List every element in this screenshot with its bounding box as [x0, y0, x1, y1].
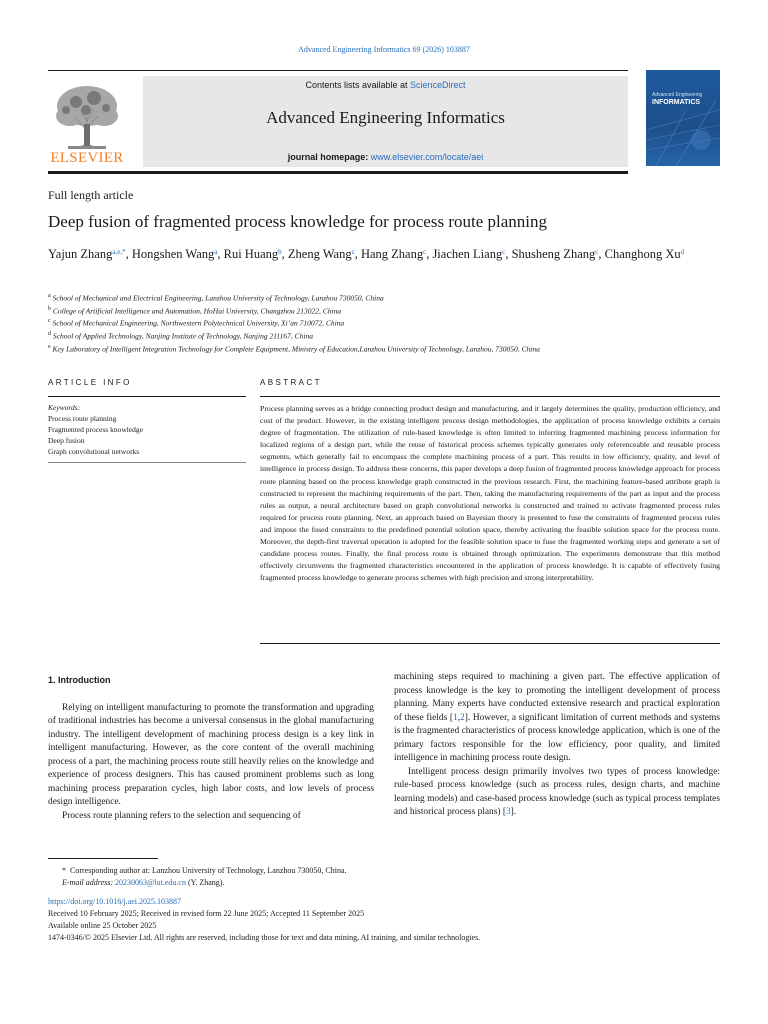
author-name[interactable]: Changhong Xu	[604, 247, 681, 261]
citation-link[interactable]: 3	[505, 807, 511, 818]
affiliation-item	[48, 304, 728, 317]
author-affiliation-marker[interactable]: a,e,*	[112, 248, 126, 256]
author-separator: ,	[281, 247, 288, 261]
author-separator: ,	[125, 247, 132, 261]
author-name[interactable]: Shusheng Zhang	[511, 247, 596, 261]
keywords-rule-bottom	[48, 462, 246, 463]
author-separator: ,	[354, 247, 361, 261]
affiliation-marker: d	[48, 331, 51, 338]
body-column-right	[394, 671, 720, 820]
affiliation-text: School of Mechanical Engineering, Northwestern Polytechnical University, Xi’an 710072, China	[52, 318, 345, 328]
email-link[interactable]: 20230063@lut.edu.cn	[115, 878, 186, 888]
affiliation-marker: a	[48, 293, 51, 299]
keyword-item: Deep fusion	[48, 436, 85, 445]
article-title: Deep fusion of fragmented process knowledge for process route planning	[48, 212, 547, 231]
contents-prefix: Contents lists available at	[305, 80, 411, 90]
doi-link[interactable]: https://doi.org/10.1016/j.aei.2025.103887	[48, 896, 181, 906]
article-info-rule	[48, 396, 246, 397]
body-column-left	[48, 674, 374, 823]
banner-bottom-rule	[48, 171, 628, 174]
corresponding-author-text: Corresponding author at: Lanzhou University of Technology, Lanzhou 730050, China.	[70, 866, 347, 875]
affiliation-marker: b	[48, 305, 51, 312]
elsevier-wordmark: ELSEVIER	[50, 150, 124, 166]
affiliation-item	[48, 316, 728, 329]
affiliation-marker: e	[48, 343, 51, 350]
paragraph-text: machining steps required to machining a given part. The effective application of process knowledge is the key to promoting the intelligent development of process planning. Many experts have conducted extensive research and practical exploration of these fields [	[394, 672, 720, 723]
affiliation-text: School of Mechanical and Electrical Engineering, Lanzhou University of Technology, Lanzhou 730050, China	[52, 293, 384, 303]
author-name[interactable]: Hang Zhang	[360, 247, 424, 261]
contents-line	[143, 80, 628, 90]
copyright-line: 1474-0346/© 2025 Elsevier Ltd. All rights are reserved, including those for text and data mining, AI training, and similar technologies.	[48, 933, 481, 943]
author-separator: ,	[217, 247, 224, 261]
author-affiliation-marker[interactable]: c	[595, 248, 599, 256]
author-list	[48, 246, 728, 263]
footnote-mark: *	[62, 866, 66, 875]
author-affiliation-marker[interactable]: c	[502, 248, 506, 256]
affiliation-text: College of Artificial Intelligence and Automation, HoHai University, Changzhou 213022, China	[52, 306, 342, 316]
keyword-item: Graph convolutional networks	[48, 447, 140, 456]
footnotes-block	[48, 865, 728, 945]
paragraph-text: ].	[510, 807, 517, 818]
available-online-date: Available online 25 October 2025	[48, 921, 157, 931]
cover-title-text: INFORMATICS	[652, 99, 701, 106]
author-affiliation-marker[interactable]: d	[680, 248, 685, 256]
body-paragraph	[394, 766, 720, 820]
author-name[interactable]: Yajun Zhang	[48, 247, 113, 261]
author-separator: ,	[598, 247, 605, 261]
abstract-text: Process planning serves as a bridge connecting product design and manufacturing, and it largely determines the quality, production efficiency, and cost of the product. However, in the existing intelligent process design methodologies, the application of process knowledge exhibits a certain degree of fragmentation. The utilization of rule-based knowledge is often limited to inferring fragmented machining process information for localized regions of a design part, while the reuse of historical process schemes typically generates only referenceable and reusable process segments, which generally fail to encompass the complete machining process of a part. This results in low efficiency, quality, and level of intelligence in process design. To address these concerns, this paper develops a deep fusion of fragmented process knowledge approach for process route planning based on the process knowledge graph constructed in the previous research. First, the machining feature-based attribute graph is constructed to represent the machining requirements of the part. Then, taking the manufacturing requirements of the part as input and the process rules as output, a neural architecture based on graph convolutional networks is constructed and trained to activate fragmented process rules required for process route planning. Next, an approach based on Bayesian theory is presented to fuse the constraints of fragmented process rules and impose the fused constraints to the predefined potential solution space, thereby activating the feasible solution space for the process route. Moreover, the depth-first traversal operation is adopted for the feasible solution space to fuse the fragmented working steps and generate a set of candidate process routes. Finally, the final process route is obtained through optimization. The experiments demonstrate that this method effectively circumvents the fragmented characteristics encountered in the application of process knowledge. It is capable of effectively fusing fragmented process knowledge to generate process schemes with high precision and strong interpretability.	[260, 404, 720, 583]
author-name[interactable]: Hongshen Wang	[131, 247, 215, 261]
email-label: E-mail address:	[62, 878, 116, 888]
body-paragraph: Process route planning refers to the selection and sequencing of	[62, 810, 301, 821]
corresponding-author-note	[48, 865, 728, 877]
affiliation-marker: c	[48, 318, 51, 325]
paragraph-text: Intelligent process design primarily involves two types of process knowledge: rule-based process knowledge (such as process rules, design charts, and machine learning models) and case-based process knowledge (such as typical process templates and historical process plans) [	[394, 766, 720, 818]
author-affiliation-marker[interactable]: a	[214, 248, 218, 256]
sciencedirect-link[interactable]: ScienceDirect	[410, 80, 466, 90]
author-separator: ,	[505, 247, 512, 261]
journal-title: Advanced Engineering Informatics	[266, 108, 505, 127]
section-heading-introduction: 1. Introduction	[48, 675, 111, 685]
email-note	[48, 877, 728, 889]
affiliation-text: Key Laboratory of Intelligent Integration Technology for Complete Equipment, Ministry of Education,Lanzhou University of Technology, Lanzhou, 730050, China	[52, 344, 540, 354]
author-separator: ,	[426, 247, 433, 261]
cover-pattern-graphic	[646, 70, 720, 166]
author-affiliation-marker[interactable]: c	[423, 248, 427, 256]
affiliation-item	[48, 342, 728, 355]
journal-cover-thumbnail	[646, 70, 720, 166]
affiliation-item	[48, 291, 728, 304]
article-type: Full length article	[48, 188, 134, 202]
email-suffix: (Y. Zhang).	[185, 878, 225, 888]
citation-separator: ,	[457, 712, 461, 723]
citation-link[interactable]: 2	[460, 712, 465, 723]
received-dates: Received 10 February 2025; Received in revised form 22 June 2025; Accepted 11 September 2025	[48, 908, 365, 918]
affiliation-item	[48, 329, 728, 342]
keyword-item: Fragmented process knowledge	[48, 425, 143, 434]
journal-reference-link[interactable]: Advanced Engineering Informatics 69 (2026) 103887	[298, 45, 470, 54]
homepage-label: journal homepage:	[287, 152, 371, 162]
affiliation-list	[48, 291, 728, 355]
abstract-rule-bottom	[260, 643, 720, 644]
abstract-heading: ABSTRACT	[260, 378, 322, 387]
article-info-heading: ARTICLE INFO	[48, 378, 132, 387]
body-paragraph: Relying on intelligent manufacturing to promote the transformation and upgrading of traditional industries has become a universal consensus in the global manufacturing industry. The intelligent development of machining process design is a key link in intelligent manufacturing. However, as the core content of the overall machining process of a part, the machining process route still heavily relies on the knowledge and experience of process designers. This has caused prominent problems such as long machining process preparation cycles, high labor costs, and low levels of process design intelligence.	[48, 702, 374, 808]
author-affiliation-marker[interactable]: c	[351, 248, 355, 256]
body-paragraph	[394, 671, 720, 766]
abstract-rule-top	[260, 396, 720, 397]
author-name[interactable]: Zheng Wang	[287, 247, 352, 261]
keywords-label: Keywords:	[48, 403, 81, 412]
affiliation-text: School of Applied Technology, Nanjing Institute of Technology, Nanjing 211167, China	[52, 331, 313, 341]
author-affiliation-marker[interactable]: b	[278, 248, 282, 256]
banner-top-rule	[48, 70, 628, 71]
homepage-link[interactable]: www.elsevier.com/locate/aei	[370, 152, 484, 162]
cover-series-text: Advanced Engineering	[652, 92, 703, 98]
citation-link[interactable]: 1	[453, 712, 458, 723]
author-name[interactable]: Jiachen Liang	[432, 247, 503, 261]
author-name[interactable]: Rui Huang	[223, 247, 279, 261]
paragraph-text: ]. However, a significant limitation of current methods and systems is the fragmented characteristics of process knowledge application, which is one of the primary factors responsible for the low efficiency, poor quality, and limited intelligence in machining process route design.	[394, 712, 720, 764]
journal-homepage-line	[143, 152, 628, 162]
keywords-block	[48, 402, 246, 457]
keyword-item: Process route planning	[48, 414, 117, 423]
footnote-rule	[48, 858, 158, 859]
